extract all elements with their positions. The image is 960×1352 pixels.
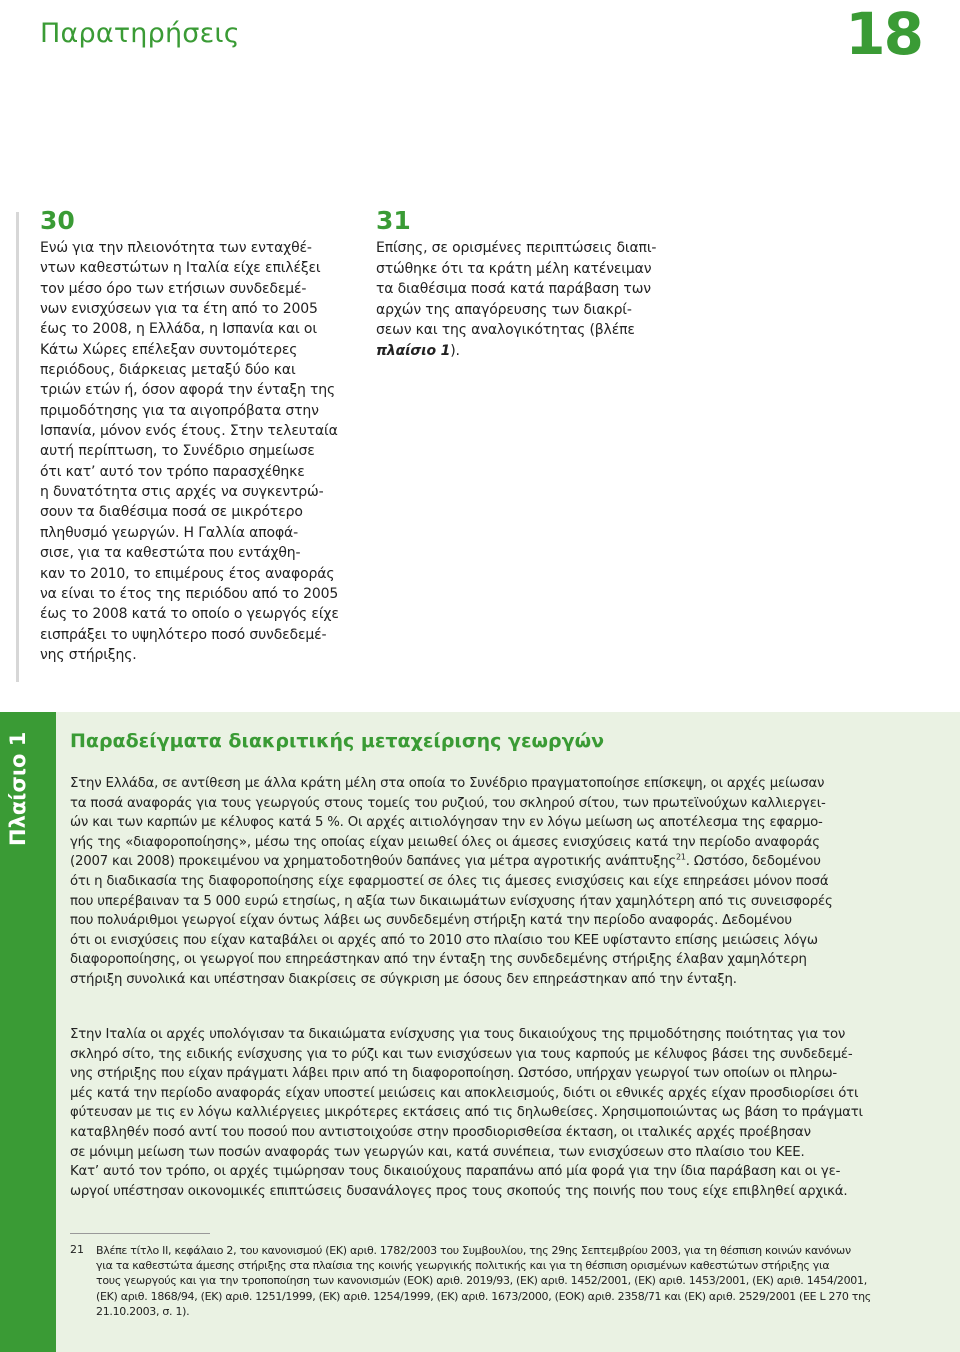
text-line: καν το 2010, το επιμέρους έτος αναφοράς xyxy=(40,565,335,582)
text-line: Ενώ για την πλειονότητα των ενταχθέ- xyxy=(40,240,312,256)
box-title: Παραδείγματα διακριτικής μεταχείρισης γεωργών xyxy=(70,730,605,752)
text-line: ότι κατ’ αυτό τον τρόπο παρασχέθηκε xyxy=(40,463,305,480)
text-line: Επίσης, σε ορισμένες περιπτώσεις διαπι- xyxy=(376,240,657,256)
text-line: διαφοροποίησης, οι γεωργοί που επηρεάστηκαν από την ένταξη της συνδεδεμένης στήριξης έλαβαν χαμηλότερη xyxy=(70,952,807,968)
text-line: σε μόνιμη μείωση των ποσών αναφοράς των γεωργών και, κατά συνέπεια, των ενισχύσεων στο πλαίσιο του ΚΕΕ. xyxy=(70,1144,805,1160)
text-line xyxy=(376,341,656,362)
text-line: στώθηκε ότι τα κράτη μέλη κατένειμαν xyxy=(376,260,652,277)
text-line: περιόδους, διάρκειας μεταξύ δύο και xyxy=(40,362,296,379)
text-line: σεων και της αναλογικότητας (βλέπε xyxy=(376,322,635,339)
box-label-text: Πλαίσιο 1 xyxy=(6,731,30,846)
text-line: για τα καθεστώτα άμεσης στήριξης στα πλαίσια της κοινής γεωργικής πολιτικής και για τη θέσπιση ορισμένων καθεστώτων στήριξης για xyxy=(96,1259,830,1273)
paragraph-number: 31 xyxy=(376,206,411,235)
text-line: αυτή περίπτωση, το Συνέδριο σημείωσε xyxy=(40,443,315,460)
text-line: νων ενισχύσεων για τα έτη από το 2005 xyxy=(40,301,318,318)
text-fragment: . Ωστόσο, δεδομένου xyxy=(685,854,821,870)
page-number: 18 xyxy=(845,0,922,68)
text-line: τριών ετών ή, όσον αφορά την ένταξη της xyxy=(40,382,336,399)
text-line: ότι οι ενισχύσεις που είχαν καταβάλει οι αρχές από το 2010 στο πλαίσιο του ΚΕΕ υφίσταντο επίσης μειώσεις λόγω xyxy=(70,932,818,948)
text-fragment: (2007 και 2008) προκειμένου να χρηματοδοτηθούν δαπάνες για μέτρα αγροτικής ανάπτυξης xyxy=(70,854,677,870)
text-line: εισπράξει το υψηλότερο ποσό συνδεδεμέ- xyxy=(40,626,327,643)
text-line: να είναι το έτος της περιόδου από το 2005 xyxy=(40,585,339,602)
text-line: 21.10.2003, σ. 1). xyxy=(96,1304,190,1318)
text-line: σκληρό σίτο, της ειδικής ενίσχυσης για το ρύζι και των ενισχύσεων για τους καρπούς με κέλυφος βάσει της συνδεδεμέ- xyxy=(70,1046,853,1062)
text-line: η δυνατότητα στις αρχές να συγκεντρώ- xyxy=(40,484,324,501)
text-line: Στην Ελλάδα, σε αντίθεση με άλλα κράτη μέλη στα οποία το Συνέδριο πραγματοποίησε επίσκεψη, οι αρχές μείωσαν xyxy=(70,776,825,791)
text-line: τους γεωργούς και για την τροποποίηση των κανονισμών (ΕΟΚ) αριθ. 2019/93, (ΕΚ) αριθ. 1452/2001, (ΕΚ) αριθ. 1453/2001, (ΕΚ) αριθ. 1454/2001, xyxy=(96,1274,867,1288)
text-suffix: ). xyxy=(450,342,460,359)
text-line: σισε, για τα καθεστώτα που εντάχθη- xyxy=(40,545,301,562)
text-line: που υπερέβαιναν τα 5 000 ευρώ ετησίως, η αξία των δικαιωμάτων ενίσχυσης ήταν χαμηλότερη από τις συνεισφορές xyxy=(70,893,833,909)
paragraph-body xyxy=(376,238,656,362)
footnote-text xyxy=(96,1243,871,1319)
text-line: νης στήριξης. xyxy=(40,646,137,663)
text-line: σουν τα διαθέσιμα ποσά σε μικρότερο xyxy=(40,504,303,521)
section-title: Παρατηρήσεις xyxy=(40,18,240,49)
box-paragraph-greece xyxy=(70,774,833,990)
text-line: που πολυάριθμοι γεωργοί είχαν όντως λάβει ως συνδεδεμένη στήριξη κατά την περίοδο αναφοράς. Δεδομένου xyxy=(70,913,792,929)
text-line: ότι η διαδικασία της διαφοροποίησης είχε εφαρμοστεί σε όλες τις άμεσες ενισχύσεις και είχε επηρεάσει μόνον ποσά xyxy=(70,873,829,889)
text-line: γής της «διαφοροποίησης», μέσω της οποίας είχαν μειωθεί όλες οι άμεσες ενισχύσεις κατά την περίοδο αναφοράς xyxy=(70,834,820,850)
text-line: τα ποσά αναφοράς για τους γεωργούς στους τομείς του ρυζιού, του σκληρού σίτου, των πρωτεϊνούχων καλλιεργει- xyxy=(70,795,826,811)
footnote-number: 21 xyxy=(70,1243,84,1256)
text-line: ντων καθεστώτων η Ιταλία είχε επιλέξει xyxy=(40,260,321,277)
text-line: Στην Ιταλία οι αρχές υπολόγισαν τα δικαιώματα ενίσχυσης για τους δικαιούχους της πριμοδότησης ποιότητας για τον xyxy=(70,1027,846,1042)
text-line: τον μέσο όρο των ετήσιων συνδεδεμέ- xyxy=(40,280,307,297)
paragraph-body xyxy=(40,238,339,665)
text-line: Ισπανία, μόνον ενός έτους. Στην τελευταία xyxy=(40,423,338,440)
text-line: νης στήριξης που είχαν πράγματι λάβει πριν από τη διαφοροποίηση. Ωστόσο, υπήρχαν γεωργοί των οποίων οι πληρω- xyxy=(70,1066,837,1082)
footnote-ref[interactable]: 21 xyxy=(676,852,686,862)
text-line: πριμοδότησης για τα αιγοπρόβατα στην xyxy=(40,402,319,419)
text-line: (ΕΚ) αριθ. 1868/94, (ΕΚ) αριθ. 1251/1999, (ΕΚ) αριθ. 1254/1999, (ΕΚ) αριθ. 1673/2000, (ΕΟΚ) αριθ. 2358/71 και (ΕΚ) αριθ. 2529/2001 (ΕΕ L 270 της xyxy=(96,1289,871,1303)
text-line: Κατ’ αυτό τον τρόπο, οι αρχές τιμώρησαν τους δικαιούχους παραπάνω από μία φορά για την ίδια παράβαση και οι γε- xyxy=(70,1164,841,1180)
text-line: ωργοί υπέστησαν οικονομικές επιπτώσεις δυσανάλογες προς τους σκοπούς της ποινής που τους είχε επιβληθεί αρχικά. xyxy=(70,1183,848,1199)
text-line: Βλέπε τίτλο II, κεφάλαιο 2, του κανονισμού (ΕΚ) αριθ. 1782/2003 του Συμβουλίου, της 29ης Σεπτεμβρίου 2003, για τη θέσπιση κοινών κανόνων xyxy=(96,1244,851,1257)
text-line xyxy=(70,852,833,872)
box-paragraph-italy xyxy=(70,1025,863,1201)
box-reference-link[interactable]: πλαίσιο 1 xyxy=(376,342,451,359)
text-line: έως το 2008, η Ελλάδα, η Ισπανία και οι xyxy=(40,321,317,338)
left-margin-rule xyxy=(16,212,19,682)
text-line: πληθυσμό γεωργών. Η Γαλλία αποφά- xyxy=(40,524,299,541)
paragraph-31 xyxy=(376,206,656,362)
text-line: Κάτω Χώρες επέλεξαν συντομότερες xyxy=(40,341,298,358)
box-label xyxy=(6,731,30,846)
text-line: έως το 2008 κατά το οποίο ο γεωργός είχε xyxy=(40,606,339,623)
text-line: στήριξη συνολικά και υπέστησαν διακρίσεις σε σύγκριση με όσους δεν επηρεάστηκαν από την ένταξη. xyxy=(70,971,737,987)
text-line: ών και των καρπών με κέλυφος κατά 5 %. Οι αρχές αιτιολόγησαν την εν λόγω μείωση ως αποτέλεσμα της εφαρμο- xyxy=(70,815,823,831)
footnote-rule xyxy=(70,1233,210,1234)
text-line: φύτευσαν με τις εν λόγω καλλιέργειες μικρότερες εκτάσεις από τις δηλωθείσες. Χρησιμοποιώντας ως βάση το πράγματι xyxy=(70,1105,863,1121)
paragraph-30 xyxy=(40,206,339,665)
paragraph-number: 30 xyxy=(40,206,75,235)
text-line: αρχών της απαγόρευσης των διακρί- xyxy=(376,301,632,318)
text-line: μές κατά την περίοδο αναφοράς είχαν υποστεί μειώσεις και αποκλεισμούς, διότι οι εθνικές αρχές είχαν προσδιορίσει ότι xyxy=(70,1085,859,1101)
text-line: τα διαθέσιμα ποσά κατά παράβαση των xyxy=(376,281,651,298)
text-line: καταβληθέν ποσό αντί του ποσού που αντιστοιχούσε στην προσδιορισθείσα έκταση, οι ιταλικές αρχές προέβησαν xyxy=(70,1124,811,1140)
